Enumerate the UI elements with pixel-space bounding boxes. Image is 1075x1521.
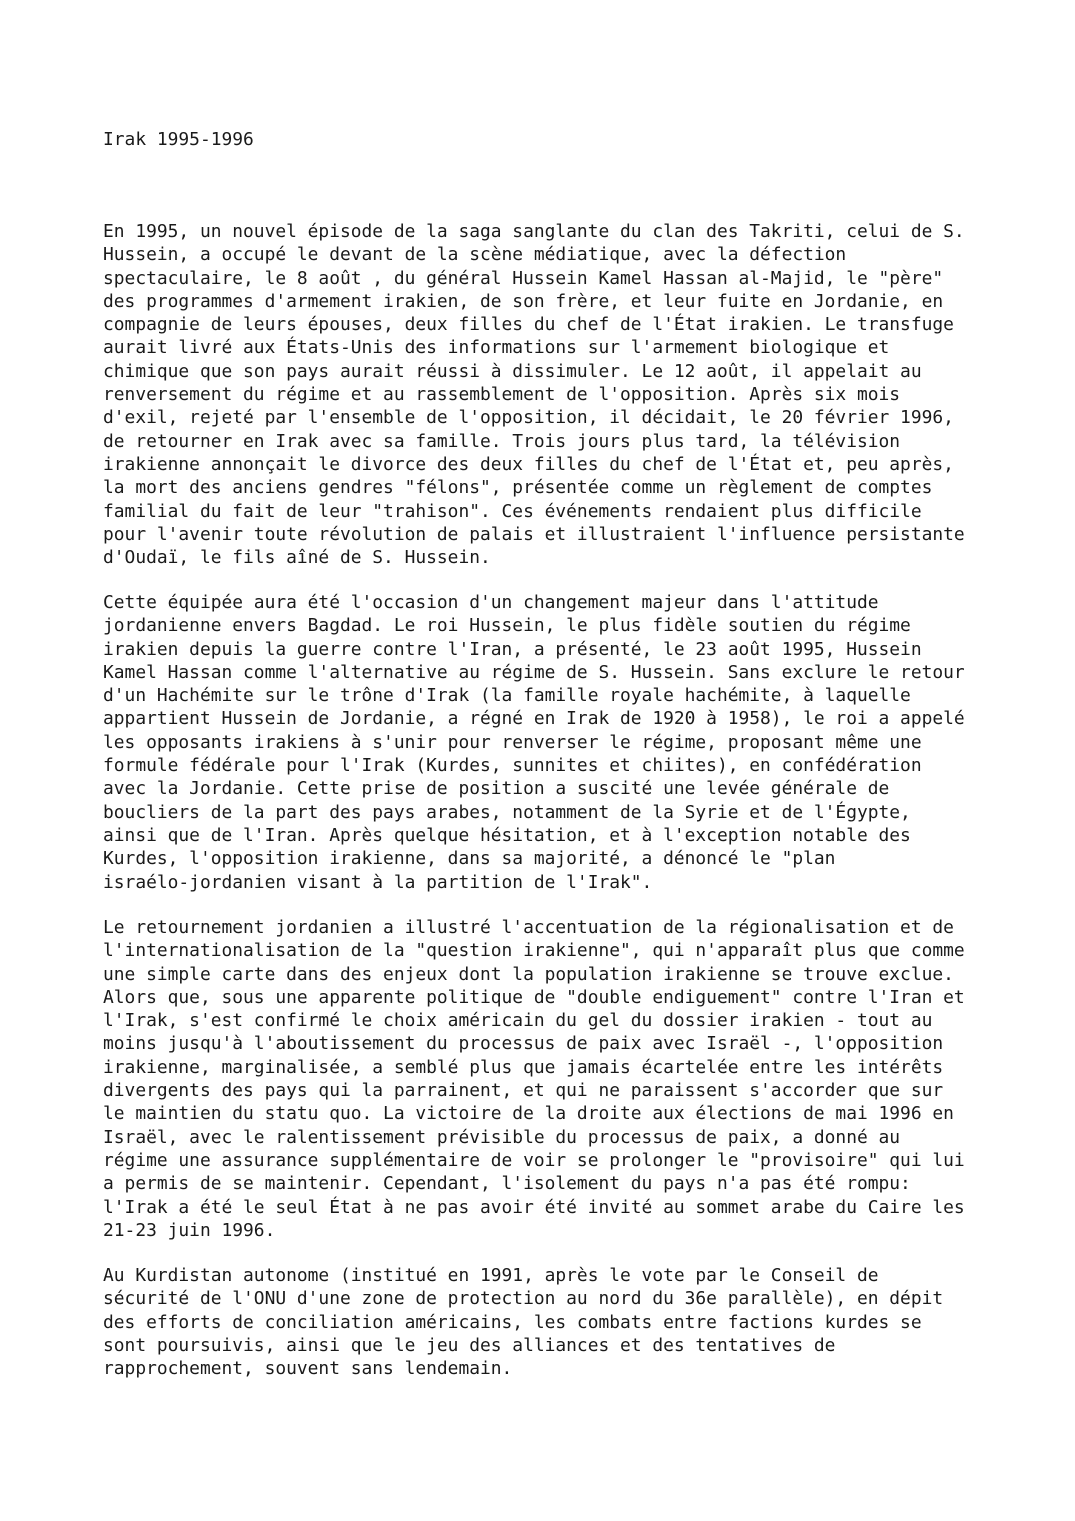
document-title: Irak 1995-1996	[103, 129, 254, 150]
paragraph-3: Le retournement jordanien a illustré l'accentuation de la régionalisation et de l'internationalisation de la "question irakienne", qui n'apparaît plus que comme une simple carte dans des enjeux dont la population irakienne se trouve exclue. Alors que, sous une apparente politique de "double endiguement" contre l'Iran et l'Irak, s'est confirmé le choix américain du gel du dossier irakien - tout au moins jusqu'à l'aboutissement du processus de paix avec Israël -, l'opposition irakienne, marginalisée, a semblé plus que jamais écartelée entre les intérêts divergents des pays qui la parrainent, et qui ne paraissent s'accorder que sur le maintien du statu quo. La victoire de la droite aux élections de mai 1996 en Israël, avec le ralentissement prévisible du processus de paix, a donné au régime une assurance supplémentaire de voir se prolonger le "provisoire" qui lui a permis de se maintenir. Cependant, l'isolement du pays n'a pas été rompu: l'Irak a été le seul État à ne pas avoir été invité au sommet arabe du Caire les 21-23 juin 1996.	[103, 917, 965, 1241]
paragraph-1: En 1995, un nouvel épisode de la saga sanglante du clan des Takriti, celui de S. Hussein, a occupé le devant de la scène médiatique, avec la défection spectaculaire, le 8 août , du général Hussein Kamel Hassan al-Majid, le "père" des programmes d'armement irakien, de son frère, et leur fuite en Jordanie, en compagnie de leurs épouses, deux filles du chef de l'État irakien. Le transfuge aurait livré aux États-Unis des informations sur l'armement biologique et chimique que son pays aurait réussi à dissimuler. Le 12 août, il appelait au renversement du régime et au rassemblement de l'opposition. Après six mois d'exil, rejeté par l'ensemble de l'opposition, il décidait, le 20 février 1996, de retourner en Irak avec sa famille. Trois jours plus tard, la télévision irakienne annonçait le divorce des deux filles du chef de l'État et, peu après, la mort des anciens gendres "félons", présentée comme un règlement de comptes familial du fait de leur "trahison". Ces événements rendaient plus difficile pour l'avenir toute révolution de palais et illustraient l'influence persistante d'Oudaï, le fils aîné de S. Hussein.	[103, 221, 965, 569]
paragraph-4: Au Kurdistan autonome (institué en 1991, après le vote par le Conseil de sécurité de l'ONU d'une zone de protection au nord du 36e parallèle), en dépit des efforts de conciliation américains, les combats entre factions kurdes se sont poursuivis, ainsi que le jeu des alliances et des tentatives de rapprochement, souvent sans lendemain.	[103, 1265, 944, 1380]
paragraph-2: Cette équipée aura été l'occasion d'un changement majeur dans l'attitude jordanienne envers Bagdad. Le roi Hussein, le plus fidèle soutien du régime irakien depuis la guerre contre l'Iran, a présenté, le 23 août 1995, Hussein Kamel Hassan comme l'alternative au régime de S. Hussein. Sans exclure le retour d'un Hachémite sur le trône d'Irak (la famille royale hachémite, à laquelle appartient Hussein de Jordanie, a régné en Irak de 1920 à 1958), le roi a appelé les opposants irakiens à s'unir pour renverser le régime, proposant même une formule fédérale pour l'Irak (Kurdes, sunnites et chiites), en confédération avec la Jordanie. Cette prise de position a suscité une levée générale de boucliers de la part des pays arabes, notamment de la Syrie et de l'Égypte, ainsi que de l'Iran. Après quelque hésitation, et à l'exception notable des Kurdes, l'opposition irakienne, dans sa majorité, a dénoncé le "plan israélo-jordanien visant à la partition de l'Irak".	[103, 592, 965, 893]
